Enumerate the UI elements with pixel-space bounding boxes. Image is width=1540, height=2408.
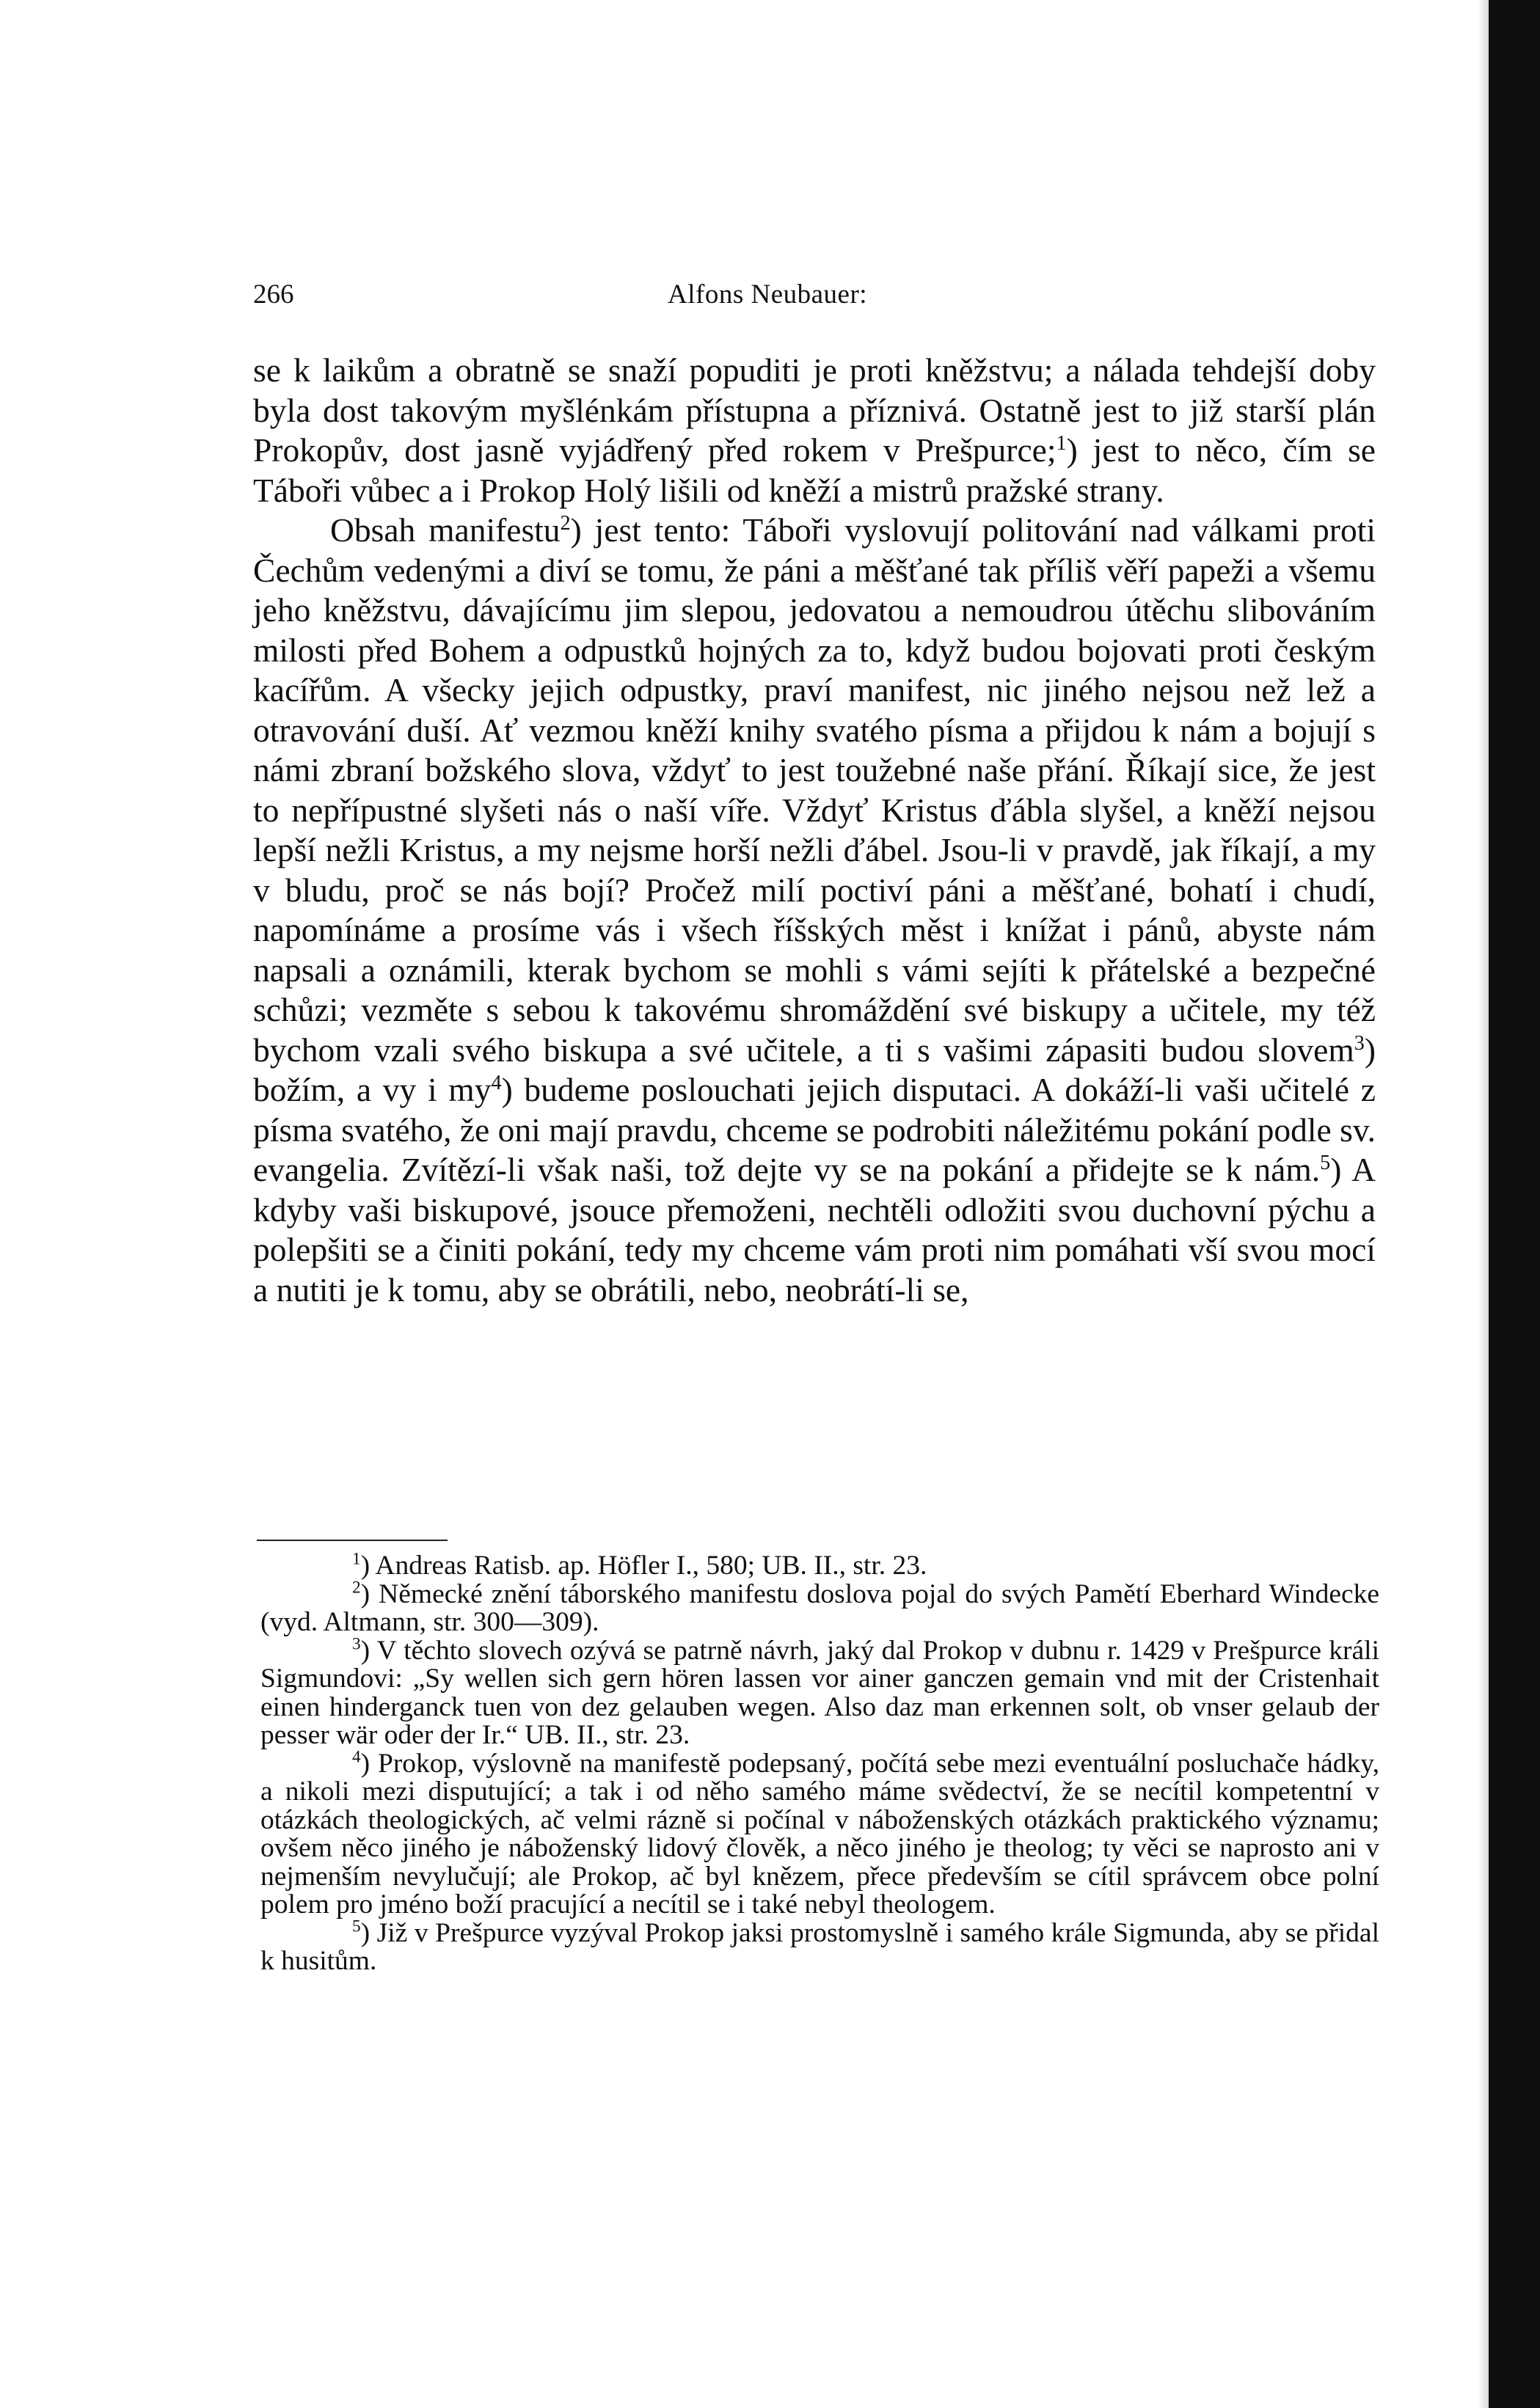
main-text — [253, 351, 1376, 1310]
paragraph-1: se k laikům a obratně se snaží popuditi je proti kněžstvu; a nálada tehdejší doby byla dost takovým myšlénkám přístupna a příznivá. Ostatně jest to již starší plán Prokopův, dost jasně vyjádřený před rokem v Prešpurce;$^1$) jest to něco, čím se Táboři vůbec a i Prokop Holý lišili od kněží a mistrů pražské strany. — [253, 351, 1376, 509]
footnotes — [260, 1549, 1379, 1976]
footnote-ref-4: 4 — [491, 1071, 502, 1094]
running-head: Alfons Neubauer: — [668, 279, 868, 310]
footnote-5: $^5$) Již v Prešpurce vyzýval Prokop jaksi prostomyslně i samého krále Sigmunda, aby se přidal k husitům. — [260, 1917, 1379, 1976]
page-header — [253, 279, 1328, 323]
footnote-1: $^1$) Andreas Ratisb. ap. Höfler I., 580; UB. II., str. 23. — [352, 1549, 927, 1581]
footnote-ref-5: 5 — [1320, 1151, 1331, 1174]
footnote-ref-2: 2 — [560, 511, 571, 535]
footnote-ref-3: 3 — [1354, 1031, 1365, 1055]
footnote-3: $^3$) V těchto slovech ozývá se patrně návrh, jaký dal Prokop v dubnu r. 1429 v Prešpurce králi Sigmundovi: „Sy wellen sich gern hören lassen vor ainer ganczen gemain vnd mit der Cristenhait einen hinderganck tuen von dez gelauben wegen. Also daz man erkennen solt, ob vnser gelaub der pesser wär oder der Ir.“ UB. II., str. 23. — [260, 1634, 1379, 1750]
paragraph-2: Obsah manifestu$^2$) jest tento: Táboři vyslovují politování nad válkami proti Čechům vedenými a diví se tomu, že páni a měšťané tak příliš věří papeži a všemu jeho kněžstvu, dávajícímu jim slepou, jedovatou a nemoudrou útěchu slibováním milosti před Bohem a odpustků hojných za to, když budou bojovati proti českým kacířům. A všecky jejich odpustky, praví manifest, nic jiného nejsou než lež a otravování duší. Ať vezmou kněží knihy svatého písma a přijdou k nám a bojují s námi zbraní božského slova, vždyť to jest toužebné naše přání. Říkají sice, že jest to nepřípustné slyšeti nás o naší víře. Vždyť Kristus ďábla slyšel, a kněží nejsou lepší nežli Kristus, a my nejsme horší nežli ďábel. Jsou-li v pravdě, jak říkají, a my v bludu, proč se nás bojí? Pročež milí poctiví páni a měšťané, bohatí i chudí, napomínáme a prosíme vás i všech říšských měst i knížat i pánů, abyste nám napsali a oznámili, kterak bychom se mohli s vámi sejíti k přátelské a bezpečné schůzi; vezměte s sebou k takovému shromáždění své biskupy a učitele, my též bychom vzali svého biskupa a své učitele, a ti s vašimi zápasiti budou slovem$^3$) božím, a vy i $my^4$) budeme poslouchati jejich disputaci. A dokáží-li vaši učitelé z písma svatého, že oni mají pravdu, chceme se podrobiti náležitému pokání podle sv. evangelia. Zvítězí-li však naši, tož dejte vy se na pokání a přidejte se k nám.$^5$) A kdyby vaši biskupové, jsouce přemoženi, nechtěli odložiti svou duchovní pýchu a polepšiti se a činiti pokání, tedy my chceme vám proti nim pomáhati vší svou mocí a nutiti je k tomu, aby se obrátili, nebo, neobrátí-li se, — [253, 511, 1376, 1309]
footnote-divider — [257, 1540, 448, 1541]
page-number: 266 — [253, 279, 294, 310]
footnote-4: $^4$) Prokop, výslovně na manifestě podepsaný, počítá sebe mezi eventuální posluchače hádky, a nikoli mezi disputující; a tak i od něho samého máme svědectví, že se necítil kompetentní v otázkách theologických, ač velmi rázně si počínal v náboženských otázkách praktického významu; ovšem něco jiného je náboženský lidový člověk, a něco jiného je theolog; ty věci se naprosto ani v nejmenším nevylučují; ale Prokop, ač byl knězem, přece především se cítil správcem obce polní polem pro jméno boží pracující a necítil se i také nebyl theologem. — [260, 1747, 1379, 1920]
scan-edge — [1489, 0, 1540, 2408]
footnote-2: $^2$) Německé znění táborského manifestu doslova pojal do svých Pamětí Eberhard Windecke (vyd. Altmann, str. 300—309). — [260, 1578, 1379, 1637]
footnote-ref-1: 1 — [1056, 431, 1067, 455]
